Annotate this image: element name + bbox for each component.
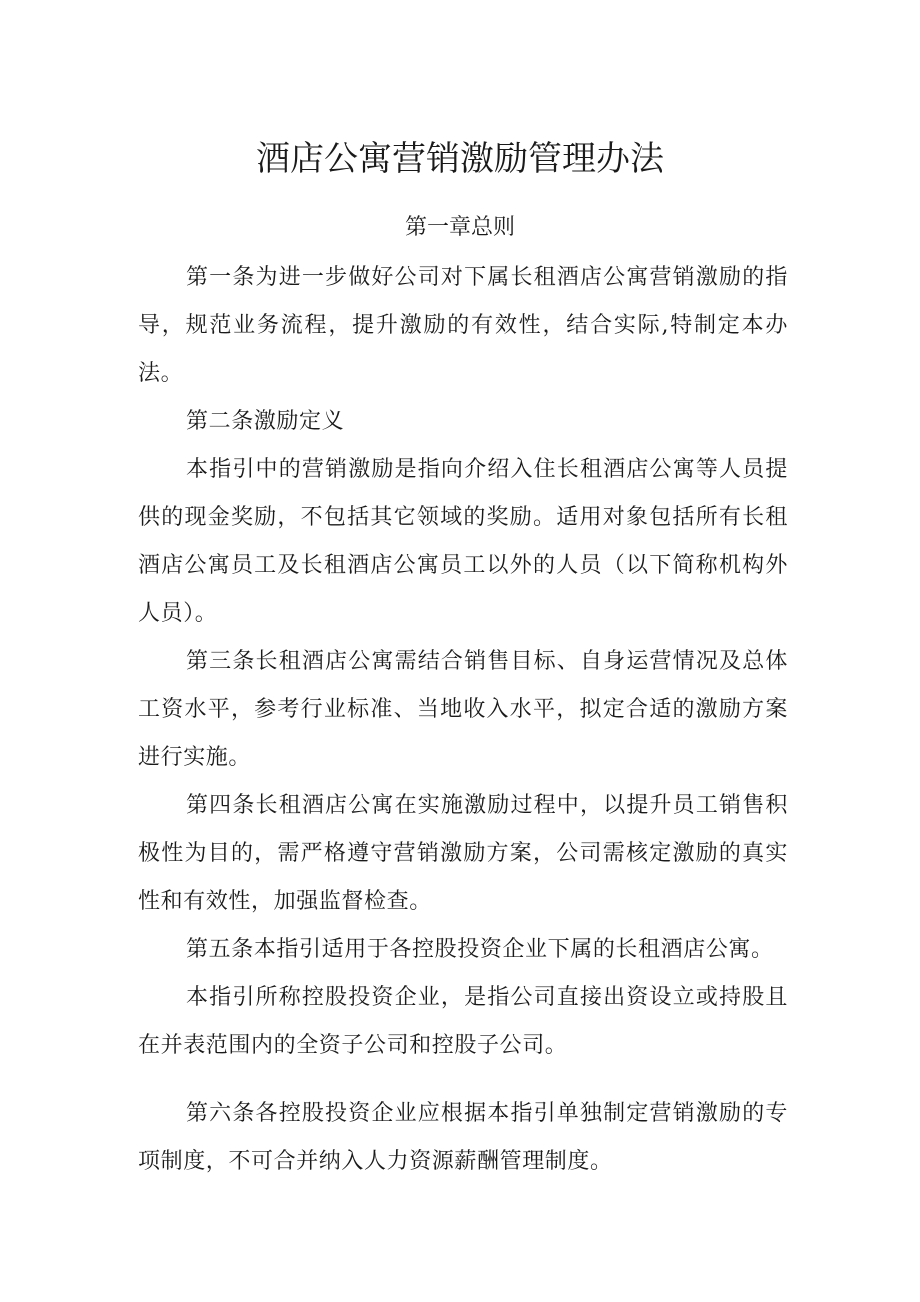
article-1	[138, 254, 788, 398]
article-label: 第五条	[186, 937, 254, 962]
chapter-heading: 第一章总则	[404, 215, 515, 240]
article-text: 为进一步做好公司对下属长租酒店公寓营销激励的指导，规范业务流程，提升激励的有效性，结合实际,特制定本办法。	[138, 265, 788, 386]
article-text: 各控股投资企业应根据本指引单独制定营销激励的专项制度，不可合并纳入人力资源薪酬管理制度。	[138, 1101, 788, 1174]
article-text: 本指引中的营销激励是指向介绍入住长租酒店公寓等人员提供的现金奖励，不包括其它领域的奖励。适用对象包括所有长租酒店公寓员工及长租酒店公寓员工以外的人员（以下简称机构外人员）。	[138, 457, 788, 626]
article-5	[138, 926, 788, 974]
article-text: 本指引适用于各控股投资企业下属的长租酒店公寓。	[253, 937, 774, 962]
article-text: 长租酒店公寓需结合销售目标、自身运营情况及总体工资水平，参考行业标准、当地收入水平，拟定合适的激励方案进行实施。	[138, 649, 788, 770]
document-title: 酒店公寓营销激励管理办法	[256, 138, 664, 179]
article-label: 第六条	[186, 1101, 256, 1126]
article-5-body	[138, 974, 788, 1070]
article-2-body	[138, 446, 788, 638]
article-6	[138, 1090, 788, 1186]
article-label: 第三条	[186, 649, 256, 674]
article-3	[138, 638, 788, 782]
article-label: 第一条	[186, 265, 256, 290]
article-4	[138, 782, 788, 926]
article-2	[138, 398, 788, 446]
article-text: 长租酒店公寓在实施激励过程中，以提升员工销售积极性为目的，需严格遵守营销激励方案，公司需核定激励的真实性和有效性，加强监督检查。	[138, 793, 788, 914]
article-text: 激励定义	[253, 409, 345, 434]
article-label: 第二条	[186, 409, 254, 434]
article-text: 本指引所称控股投资企业，是指公司直接出资设立或持股且在并表范围内的全资子公司和控股子公司。	[138, 985, 788, 1058]
article-label: 第四条	[186, 793, 256, 818]
